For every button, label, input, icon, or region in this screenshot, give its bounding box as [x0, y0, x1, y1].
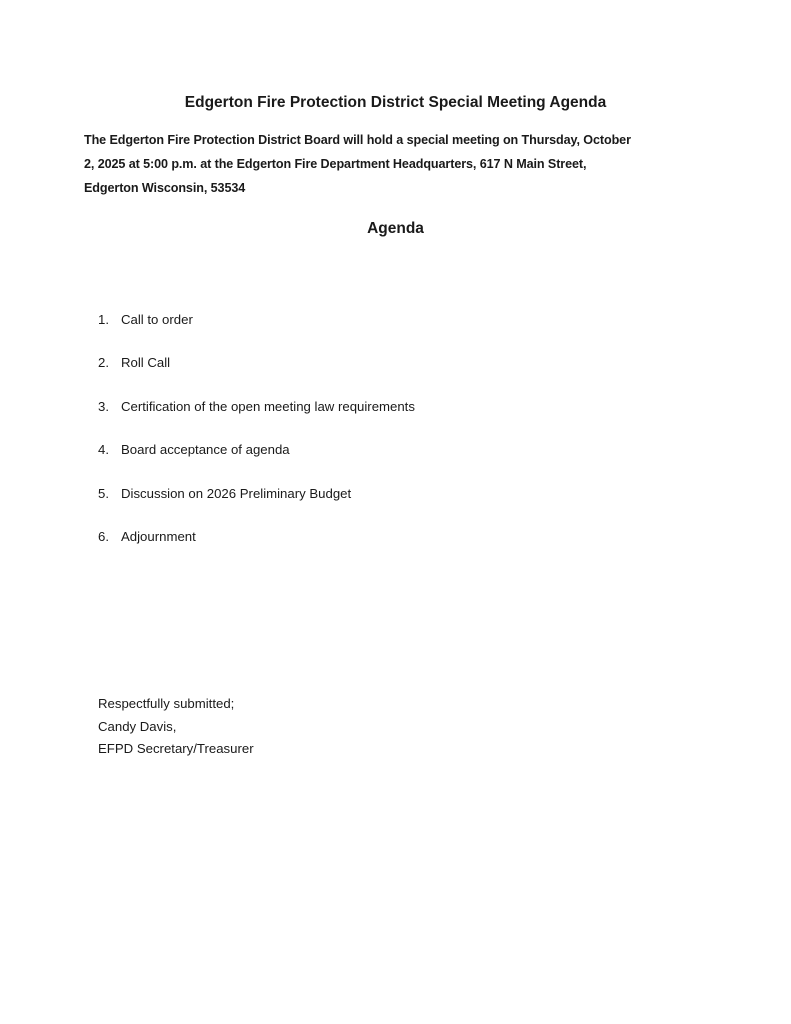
agenda-item	[98, 486, 351, 501]
item-number: 1.	[98, 312, 109, 327]
signature-role: EFPD Secretary/Treasurer	[98, 741, 254, 756]
document-title: Edgerton Fire Protection District Special Meeting Agenda	[184, 94, 607, 111]
item-text: Board acceptance of agenda	[121, 442, 290, 457]
item-text: Certification of the open meeting law requirements	[121, 399, 415, 414]
item-number: 6.	[98, 529, 109, 544]
item-number: 5.	[98, 486, 109, 501]
agenda-item	[98, 442, 290, 457]
item-number: 4.	[98, 442, 109, 457]
intro-line: Edgerton Wisconsin, 53534	[84, 181, 246, 195]
agenda-heading: Agenda	[367, 220, 424, 237]
signature-name: Candy Davis,	[98, 719, 177, 734]
agenda-item	[98, 355, 170, 370]
agenda-item	[98, 399, 415, 414]
intro-line: The Edgerton Fire Protection District Board will hold a special meeting on Thursday, October	[84, 133, 631, 147]
agenda-item	[98, 529, 196, 544]
item-text: Roll Call	[121, 355, 171, 370]
item-text: Adjournment	[121, 529, 196, 544]
signature-closing: Respectfully submitted;	[98, 696, 235, 711]
item-text: Call to order	[121, 312, 193, 327]
item-number: 2.	[98, 355, 109, 370]
item-number: 3.	[98, 399, 109, 414]
agenda-item	[98, 312, 193, 327]
intro-line: 2, 2025 at 5:00 p.m. at the Edgerton Fire Department Headquarters, 617 N Main Street,	[84, 157, 587, 171]
item-text: Discussion on 2026 Preliminary Budget	[121, 486, 352, 501]
